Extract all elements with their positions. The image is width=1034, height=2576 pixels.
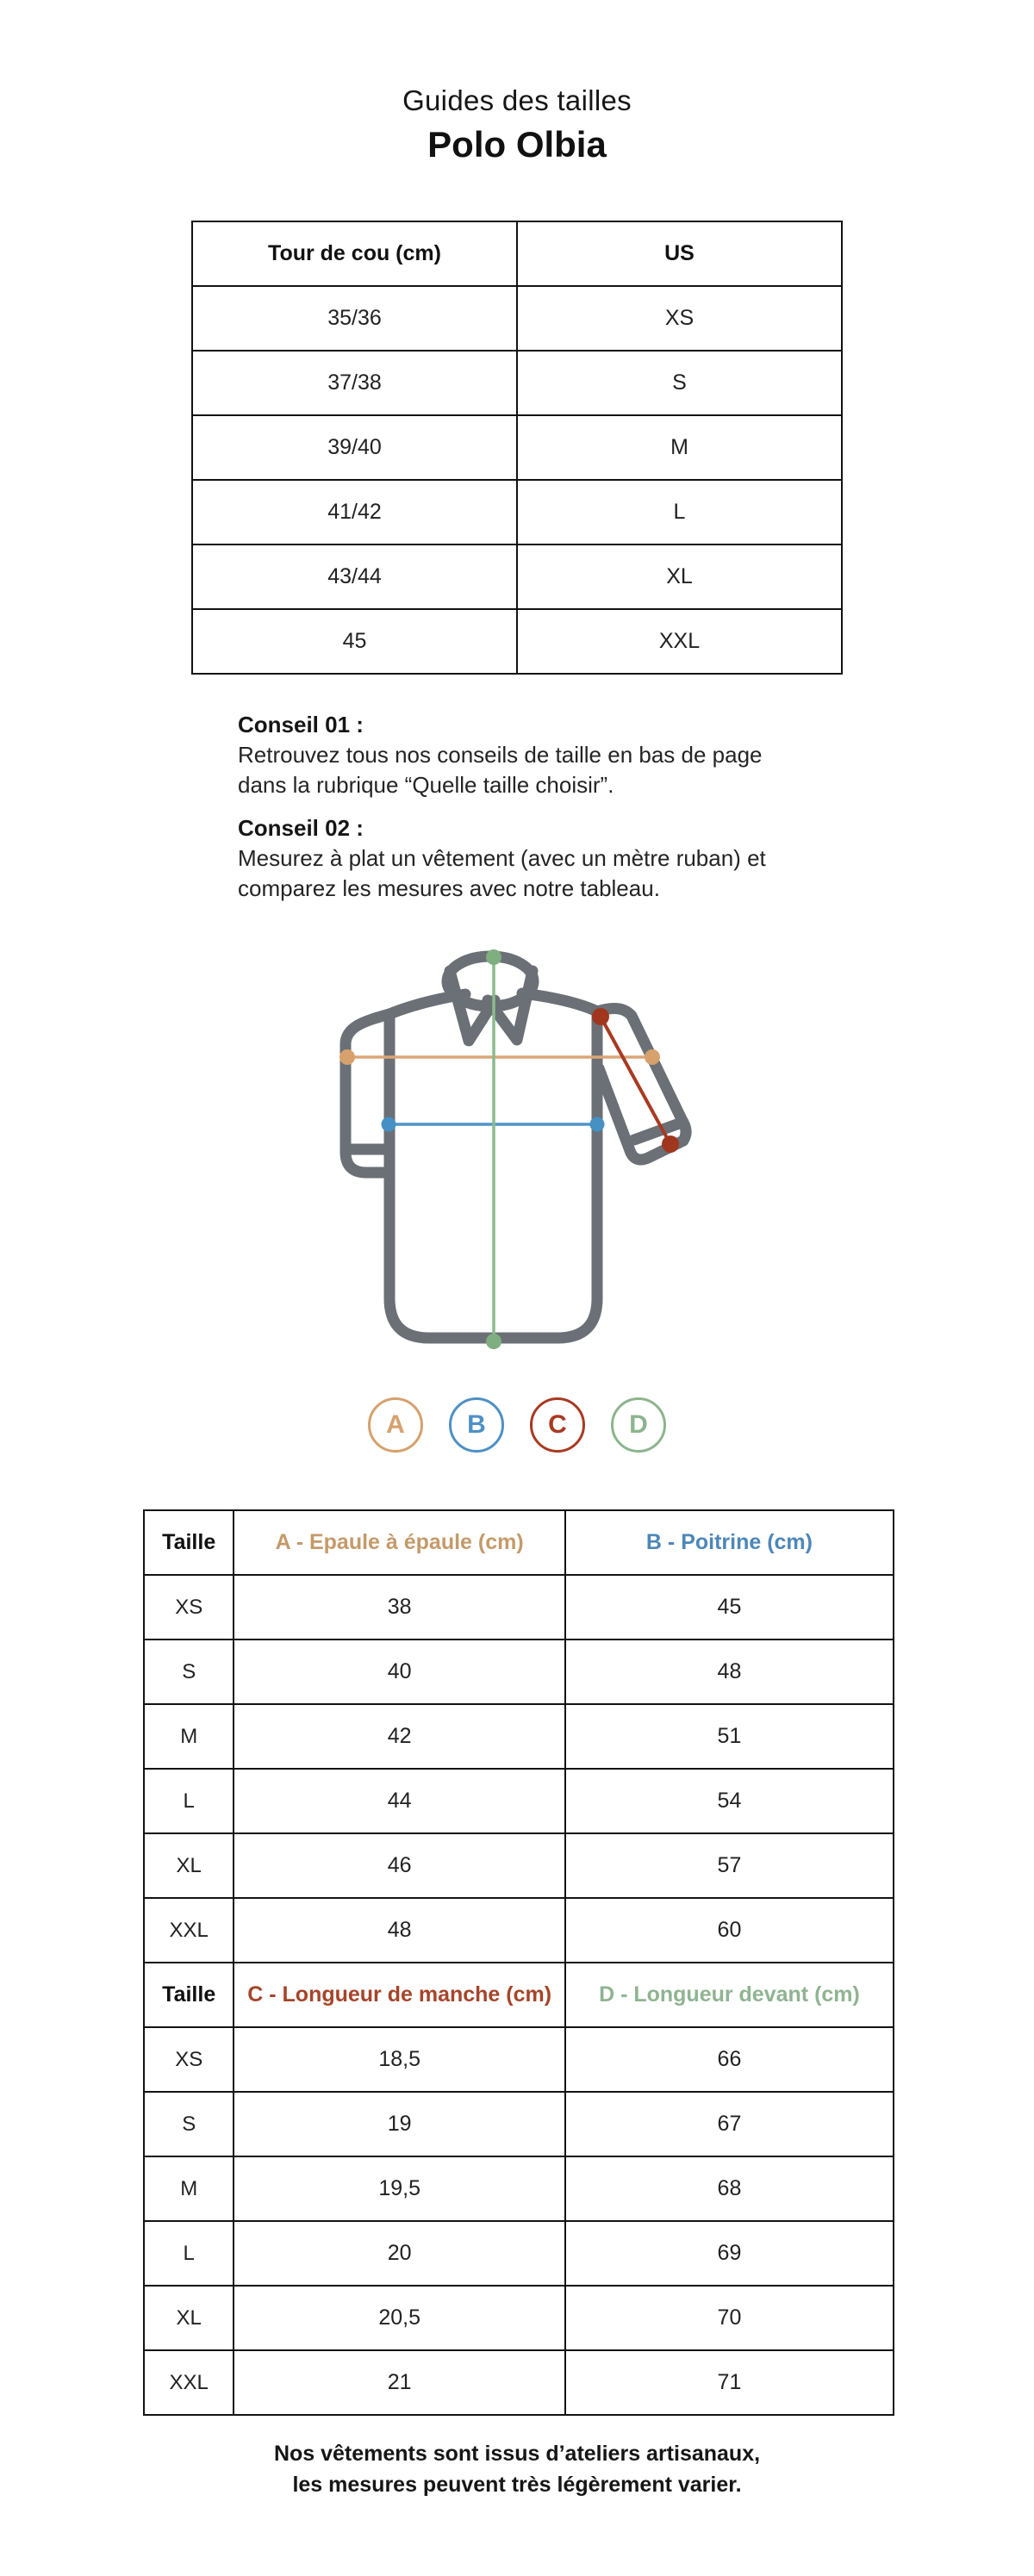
- table-cell: 39/40: [192, 415, 517, 480]
- column-header-d: D - Longueur devant (cm): [565, 1963, 894, 2027]
- table-cell: XS: [144, 1575, 234, 1640]
- table-cell: S: [144, 2092, 234, 2156]
- table-cell: S: [144, 1640, 234, 1704]
- table-row: [144, 2027, 894, 2092]
- table-cell: L: [144, 2221, 234, 2286]
- table-cell: 66: [565, 2027, 894, 2092]
- tip-1-text: Retrouvez tous nos conseils de taille en bas de page dans la rubrique “Quelle taille choisir”.: [238, 742, 763, 798]
- table-row: [144, 2156, 894, 2221]
- table-cell: 45: [192, 609, 517, 674]
- table-cell: 37/38: [192, 351, 517, 415]
- table-cell: 42: [234, 1704, 565, 1769]
- table-cell: 20,5: [234, 2286, 565, 2350]
- table-cell: 40: [234, 1640, 565, 1704]
- tips-section: [238, 710, 789, 917]
- column-header-c: C - Longueur de manche (cm): [234, 1963, 565, 2027]
- tip-1: [238, 710, 789, 800]
- title-block: [0, 84, 1034, 165]
- legend-a-badge: A: [368, 1397, 423, 1453]
- table-cell: XXL: [517, 609, 842, 674]
- table-cell: XXL: [144, 1898, 234, 1963]
- table-cell: XXL: [144, 2350, 234, 2415]
- table-row: [144, 2286, 894, 2350]
- table-cell: 21: [234, 2350, 565, 2415]
- table-header-row-ab: [144, 1510, 894, 1575]
- table-cell: 38: [234, 1575, 565, 1640]
- legend-c-badge: C: [530, 1397, 585, 1453]
- neck-size-table-body: [192, 286, 842, 674]
- shirt-right-shoulder: [522, 993, 597, 1011]
- table-row: [192, 415, 842, 480]
- column-header: Tour de cou (cm): [192, 221, 517, 286]
- table-cell: 69: [565, 2221, 894, 2286]
- table-cell: M: [144, 1704, 234, 1769]
- table-cell: XL: [144, 1833, 234, 1898]
- table-cell: S: [517, 351, 842, 415]
- tip-2: [238, 813, 789, 904]
- table-cell: 19: [234, 2092, 565, 2156]
- table-row: [144, 1833, 894, 1898]
- table-cell: 54: [565, 1769, 894, 1833]
- table-cell: 70: [565, 2286, 894, 2350]
- table-cell: 43/44: [192, 544, 517, 609]
- table-cell: 67: [565, 2092, 894, 2156]
- table-cell: 60: [565, 1898, 894, 1963]
- table-cell: 48: [565, 1640, 894, 1704]
- table-cell: 20: [234, 2221, 565, 2286]
- table-cell: XS: [144, 2027, 234, 2092]
- table-cell: 19,5: [234, 2156, 565, 2221]
- table-row: [144, 2092, 894, 2156]
- table-cell: 51: [565, 1704, 894, 1769]
- measurements-ab-body: [144, 1575, 894, 1963]
- table-row: [144, 2350, 894, 2415]
- table-cell: 57: [565, 1833, 894, 1898]
- footer-line-1: Nos vêtements sont issus d’ateliers artisanaux,: [273, 2442, 761, 2466]
- table-cell: XL: [517, 544, 842, 609]
- table-cell: XL: [144, 2286, 234, 2350]
- table-cell: 68: [565, 2156, 894, 2221]
- tip-2-label: Conseil 02 :: [238, 815, 364, 841]
- footer-note: [0, 2438, 1034, 2500]
- table-row: [192, 480, 842, 544]
- column-header-taille: Taille: [144, 1510, 234, 1575]
- table-cell: M: [517, 415, 842, 480]
- column-header: US: [517, 221, 842, 286]
- table-row: [192, 544, 842, 609]
- measure-legend: [0, 1397, 1034, 1453]
- table-cell: L: [517, 480, 842, 544]
- table-row: [192, 609, 842, 674]
- tip-2-text: Mesurez à plat un vêtement (avec un mètre ruban) et comparez les mesures avec notre tableau.: [238, 845, 766, 901]
- table-cell: L: [144, 1769, 234, 1833]
- table-cell: 71: [565, 2350, 894, 2415]
- measurements-cd-body: [144, 2027, 894, 2415]
- table-cell: M: [144, 2156, 234, 2221]
- column-header-b: B - Poitrine (cm): [565, 1510, 894, 1575]
- table-row: [144, 1769, 894, 1833]
- table-row: [192, 286, 842, 351]
- table-header-row: [192, 221, 842, 286]
- column-header-taille: Taille: [144, 1963, 234, 2027]
- table-row: [144, 2221, 894, 2286]
- page-title: Guides des tailles: [402, 84, 632, 116]
- table-row: [144, 1704, 894, 1769]
- polo-shirt-svg: [327, 930, 707, 1361]
- footer-line-2: les mesures peuvent très légèrement varier.: [292, 2473, 742, 2497]
- measurements-table: [143, 1509, 894, 2416]
- neck-size-table: [191, 221, 843, 675]
- table-cell: XS: [517, 286, 842, 351]
- table-cell: 48: [234, 1898, 565, 1963]
- table-header-row-cd: [144, 1963, 894, 2027]
- table-cell: 35/36: [192, 286, 517, 351]
- legend-d-badge: D: [611, 1397, 666, 1453]
- table-cell: 18,5: [234, 2027, 565, 2092]
- table-row: [192, 351, 842, 415]
- tip-1-label: Conseil 01 :: [238, 712, 364, 737]
- column-header-a: A - Epaule à épaule (cm): [234, 1510, 565, 1575]
- table-row: [144, 1640, 894, 1704]
- table-cell: 46: [234, 1833, 565, 1898]
- polo-shirt-illustration: [327, 930, 707, 1361]
- table-cell: 45: [565, 1575, 894, 1640]
- table-row: [144, 1575, 894, 1640]
- table-row: [144, 1898, 894, 1963]
- table-cell: 44: [234, 1769, 565, 1833]
- table-cell: 41/42: [192, 480, 517, 544]
- legend-b-badge: B: [449, 1397, 504, 1453]
- product-name: Polo Olbia: [427, 124, 607, 165]
